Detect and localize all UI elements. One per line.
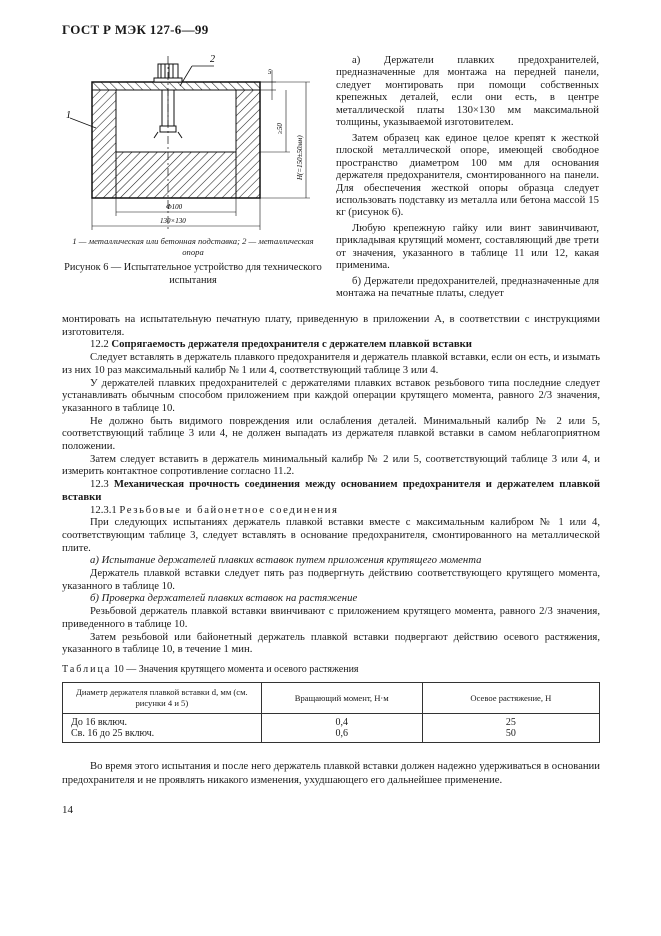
section-heading-12-3-1 [62,504,600,517]
table-caption [62,664,359,675]
paragraph: При следующих испытаниях держатель плавкой вставки вместе с максимальным калибром № 1 или 4, соответствующим таблице 3, следует вставлять в основание предохранителя, смонтированного на металлической плите. [62,516,600,554]
test-device-figure [62,52,324,242]
table-cell: 0,4 [261,714,422,729]
section-title: Резьбовые и байонетное соединения [119,503,339,516]
figure-label-2: 2 [210,54,215,65]
table-header: Осевое растяжение, Н [422,683,599,714]
table-header: Диаметр держателя плавкой вставки d, мм (см. рисунки 4 и 5) [63,683,262,714]
paragraph: монтировать на испытательную печатную плату, приведенную в приложении А, в соответствии с инструкциями изготовителя. [62,313,600,338]
after-table-text [62,760,600,787]
section-title: Сопрягаемость держателя предохранителя с держателем плавкой вставки [111,338,472,351]
section-number: 12.2 [90,338,109,351]
paragraph: Во время этого испытания и после него держатель плавкой вставки должен надежно удерживаться в основании предохранителя и не проявлять никакого изменения, ухудшающего его дальнейшее применение. [62,760,600,786]
page-header: ГОСТ Р МЭК 127-6—99 [62,22,209,37]
section-heading-12-2 [62,338,600,351]
right-column-text [336,54,599,300]
paragraph: Затем следует вставить в держатель минимальный калибр № 2 или 5, соответствующий таблице 3 или 4, и измерить контактное сопротивление согласно 11.2. [62,452,600,478]
paragraph: б) Проверка держателей плавких вставок на растяжение [90,592,358,605]
section-heading-12-3 [62,478,600,503]
main-text [62,313,600,656]
stand-base-block [116,152,236,198]
dim-5: 5 [268,68,272,76]
paragraph: Следует вставлять в держатель плавкого предохранителя и держатель плавкой вставки, если он есть, и изымать из них 10 раз максимальный калибр № 1 или 4, соответствующий таблице 3 или 4. [62,351,600,376]
paragraph: Затем резьбовой или байонетный держатель плавкой вставки подвергают действию осевого растяжения, указанного в таблице 10, в течение 1 мин. [62,630,600,656]
paragraph: Держатель плавкой вставки следует пять раз подвергнуть действию соответствующего крутящего момента, указанного в таблице 10. [62,567,600,592]
table-cell: 50 [422,728,599,743]
table-10 [62,682,600,743]
table-caption-word: Таблица [62,664,112,675]
dim-h: H(=150±50мм) [296,135,304,180]
section-number: 12.3.1 [90,503,117,516]
table-cell: До 16 включ. [63,714,262,729]
paragraph: Затем образец как единое целое крепят к жесткой плоской металлической опоре, имеющей свободное пространство диаметром 100 мм для основания держателя предохранителя, смонтированного на панели. Для обеспечения жесткой опоры образца следует использовать подставку из металла или бетона массой 15 кг (рисунок 6). [336,131,599,219]
paragraph: Любую крепежную гайку или винт завинчивают, прикладывая крутящий момент, составляющий две трети от значения, указанного в таблице 11 или 12, какая применима. [336,221,599,272]
dim-100: Ф100 [166,203,183,211]
table-cell: 0,6 [261,728,422,743]
table-header: Вращающий момент, Н·м [261,683,422,714]
stand-right-wall [236,90,260,198]
figure-title: Рисунок 6 — Испытательное устройство для технического испытания [64,262,322,286]
section-title: Механическая прочность соединения между основанием предохранителя и держателем плавкой вставки [62,478,600,503]
table-caption-text: 10 — Значения крутящего момента и осевого растяжения [113,664,359,675]
paragraph: б) Держатели предохранителей, предназначенные для монтажа на печатные платы, следует [336,274,599,300]
table-row [63,728,600,743]
dim-130: 130×130 [160,217,186,225]
table-cell: Св. 16 до 25 включ. [63,728,262,743]
paragraph: Резьбовой держатель плавкой вставки ввинчивают с приложением крутящего момента, равного 2/3 значения, приведенного в таблице 10. [62,605,600,630]
dim-50: ≥50 [276,123,284,134]
table-row [63,714,600,729]
table-cell: 25 [422,714,599,729]
paragraph: У держателей плавких предохранителей с держателями плавких вставок резьбового типа последние следует устанавливать обычным способом приложением при каждой операции крутящего момента, равного 2/3 значения, указанного в таблице 10. [62,376,600,414]
figure-legend: 1 — металлическая или бетонная подставка; 2 — металлическая опора [72,236,314,257]
stand-left-wall [92,90,116,198]
figure-label-1: 1 [66,110,71,121]
paragraph: Не должно быть видимого повреждения или ослабления деталей. Минимальный калибр № 2 или 5, соответствующий таблице 3 или 4, не должен выпадать из держателя плавкой вставки в самом неблагоприятном положении. [62,414,600,453]
page-number: 14 [62,804,73,816]
metal-support-plate [92,82,260,90]
section-number: 12.3 [90,478,109,491]
paragraph: а) Держатели плавких предохранителей, предназначенные для монтажа на передней панели, следует монтировать при помощи собственных крепежных деталей, если они есть, в центре металлической платы 130×130 мм максимальной толщины, указываемой изготовителем. [336,54,599,129]
paragraph: а) Испытание держателей плавких вставок путем приложения крутящего момента [90,554,482,567]
